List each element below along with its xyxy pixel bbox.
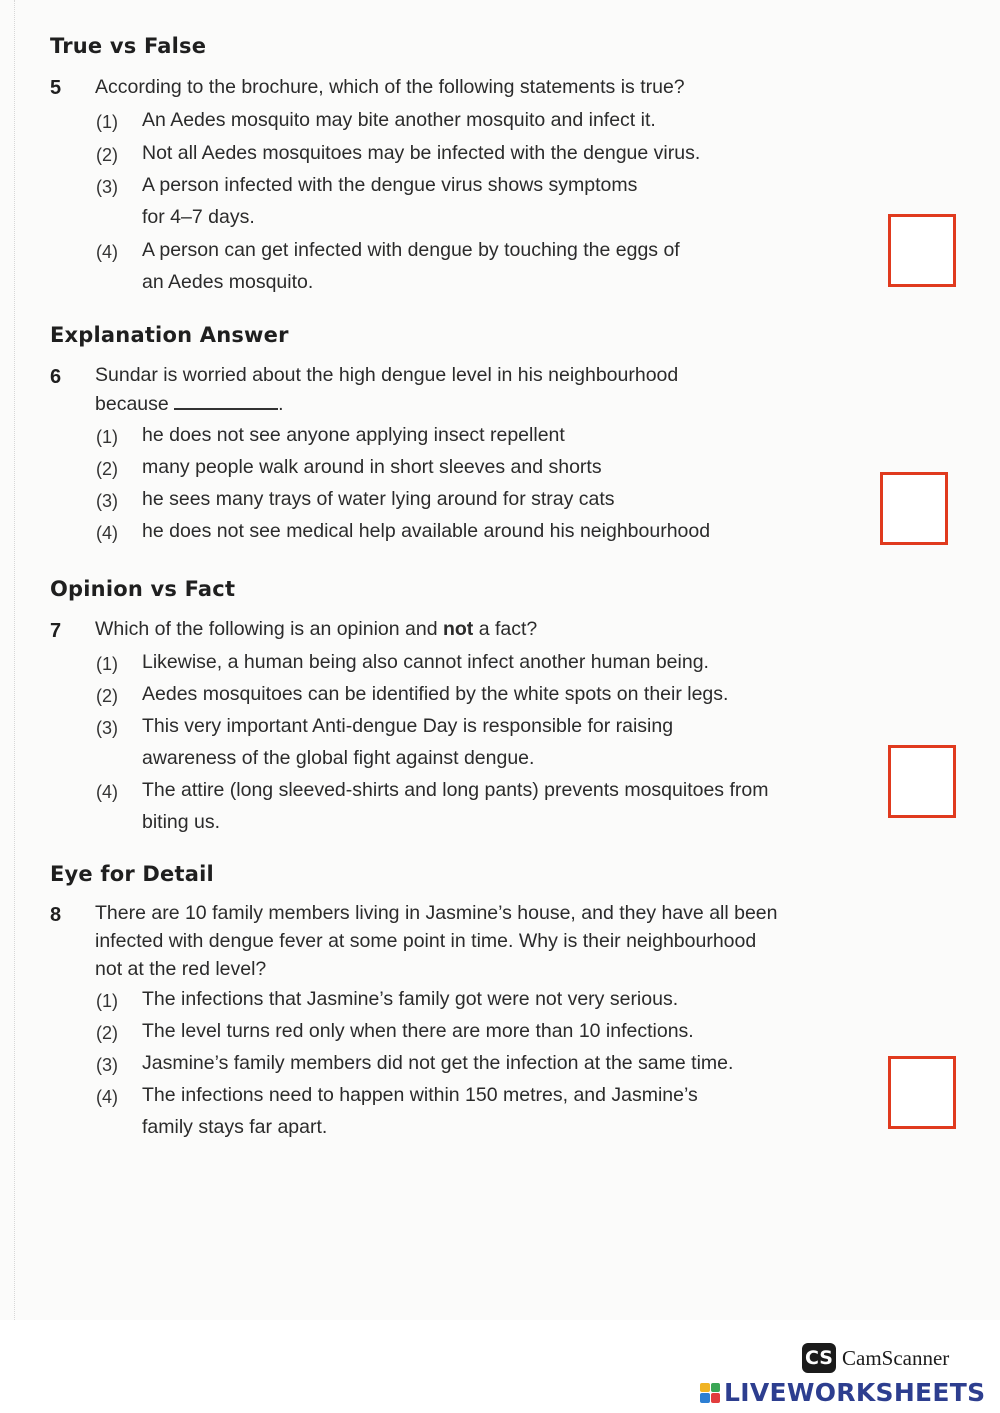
option-text: Aedes mosquitoes can be identified by the white spots on their legs. xyxy=(142,683,729,705)
option-text: A person can get infected with dengue by touching the eggs of xyxy=(142,239,680,261)
option-number: (2) xyxy=(96,459,118,479)
option-number: (1) xyxy=(96,991,118,1011)
option-number: (1) xyxy=(96,427,118,447)
fill-in-blank-line xyxy=(174,390,278,410)
option-text: This very important Anti-dengue Day is responsible for raising xyxy=(142,715,674,737)
option-text: Jasmine’s family members did not get the infection at the same time. xyxy=(142,1052,734,1074)
question-text-part: a fact? xyxy=(473,618,538,640)
option-number: (4) xyxy=(96,782,118,802)
question-text-period: . xyxy=(278,393,284,415)
option-text: Not all Aedes mosquitoes may be infected with the dengue virus. xyxy=(142,142,701,164)
section-title-opinion-vs-fact: Opinion vs Fact xyxy=(50,577,236,601)
option-text-continued: biting us. xyxy=(142,811,221,833)
camscanner-logo-icon: CS xyxy=(802,1343,836,1373)
section-title-explanation-answer: Explanation Answer xyxy=(50,323,289,347)
option-text-continued: awareness of the global fight against dengue. xyxy=(142,747,535,769)
question-text-continued xyxy=(95,390,284,418)
question-text-emphasis: not xyxy=(442,618,474,640)
option-number: (3) xyxy=(96,718,118,738)
option-text: he does not see medical help available around his neighbourhood xyxy=(142,520,711,542)
option-number: (4) xyxy=(96,1087,118,1107)
question-number: 8 xyxy=(50,904,62,926)
question-text-because: because xyxy=(95,393,169,415)
option-number: (1) xyxy=(96,654,118,674)
option-number: (2) xyxy=(96,1023,118,1043)
camscanner-label: CamScanner xyxy=(842,1345,950,1370)
question-number: 6 xyxy=(50,366,62,388)
option-number: (3) xyxy=(96,491,118,511)
question-text-continued: not at the red level? xyxy=(95,958,267,980)
option-number: (2) xyxy=(96,145,118,165)
question-text: There are 10 family members living in Jasmine’s house, and they have all been xyxy=(95,902,778,924)
question-number: 7 xyxy=(50,620,62,642)
camscanner-watermark xyxy=(802,1343,949,1373)
option-number: (2) xyxy=(96,686,118,706)
option-text: An Aedes mosquito may bite another mosquito and infect it. xyxy=(142,109,656,131)
option-number: (3) xyxy=(96,1055,118,1075)
option-text: The level turns red only when there are more than 10 infections. xyxy=(142,1020,694,1042)
question-text-part: Which of the following is an opinion and xyxy=(95,618,443,640)
option-number: (1) xyxy=(96,112,118,132)
option-text: he sees many trays of water lying around for stray cats xyxy=(142,488,615,510)
option-text: A person infected with the dengue virus shows symptoms xyxy=(142,174,638,196)
section-title-eye-for-detail: Eye for Detail xyxy=(50,862,214,886)
answer-box-q5[interactable] xyxy=(888,214,956,287)
question-text: According to the brochure, which of the following statements is true? xyxy=(95,76,685,98)
liveworksheets-grid-icon xyxy=(700,1383,720,1403)
question-text: Sundar is worried about the high dengue level in his neighbourhood xyxy=(95,364,679,386)
question-number: 5 xyxy=(50,77,62,99)
option-text: he does not see anyone applying insect repellent xyxy=(142,424,565,446)
liveworksheets-label: LIVEWORKSHEETS xyxy=(724,1378,986,1407)
answer-box-q8[interactable] xyxy=(888,1056,956,1129)
question-text-continued: infected with dengue fever at some point in time. Why is their neighbourhood xyxy=(95,930,757,952)
option-text: Likewise, a human being also cannot infect another human being. xyxy=(142,651,709,673)
scan-edge-shadow xyxy=(14,0,25,1320)
section-title-true-vs-false: True vs False xyxy=(50,34,207,58)
option-text-continued: an Aedes mosquito. xyxy=(142,271,314,293)
option-number: (4) xyxy=(96,523,118,543)
option-number: (4) xyxy=(96,242,118,262)
question-text xyxy=(95,615,537,643)
option-text-continued: family stays far apart. xyxy=(142,1116,328,1138)
option-number: (3) xyxy=(96,177,118,197)
option-text: The infections that Jasmine’s family got were not very serious. xyxy=(142,988,679,1010)
option-text-continued: for 4–7 days. xyxy=(142,206,255,228)
liveworksheets-logo xyxy=(700,1378,985,1407)
option-text: The infections need to happen within 150 metres, and Jasmine’s xyxy=(142,1084,698,1106)
answer-box-q7[interactable] xyxy=(888,745,956,818)
option-text: many people walk around in short sleeves and shorts xyxy=(142,456,602,478)
answer-box-q6[interactable] xyxy=(880,472,948,545)
option-text: The attire (long sleeved-shirts and long pants) prevents mosquitoes from xyxy=(142,779,769,801)
